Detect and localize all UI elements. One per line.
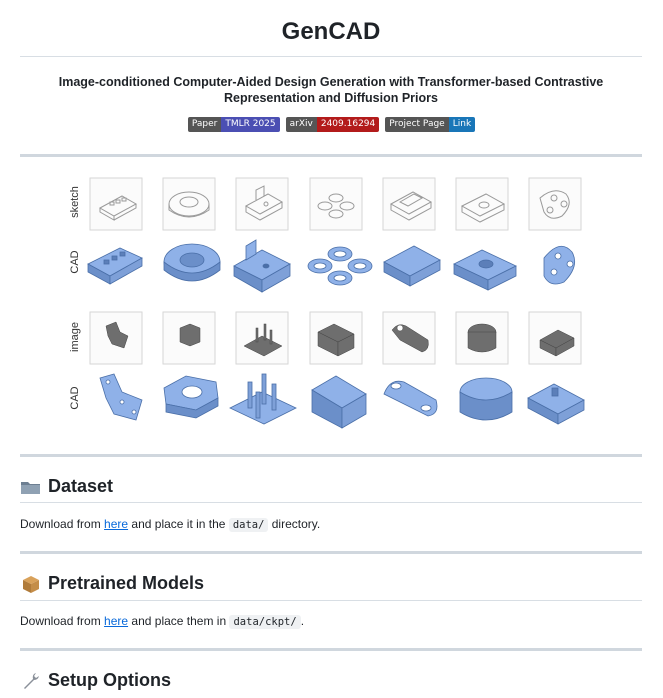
- section-divider: [20, 648, 642, 651]
- section-divider: [20, 551, 642, 554]
- badge-value: TMLR 2025: [221, 117, 279, 132]
- text: and place it in the: [128, 517, 229, 531]
- code-path: data/: [229, 518, 269, 532]
- text: directory.: [268, 517, 321, 531]
- setup-heading: [20, 670, 171, 691]
- badge-label: Paper: [188, 117, 222, 132]
- text: .: [300, 614, 305, 628]
- dataset-heading: [20, 476, 113, 497]
- page-title: GenCAD: [281, 18, 381, 45]
- dataset-paragraph: [20, 517, 320, 531]
- setup-heading-text: Setup Options: [48, 670, 171, 690]
- heading-divider: [20, 502, 642, 503]
- badge-label: Project Page: [385, 117, 448, 132]
- badge-label: arXiv: [286, 117, 317, 132]
- heading-divider: [20, 600, 642, 601]
- pretrained-paragraph: [20, 614, 304, 628]
- folder-icon: [20, 478, 42, 496]
- pretrained-download-link[interactable]: here: [104, 614, 129, 628]
- text: and place them in: [128, 614, 230, 628]
- row-label-image: image: [69, 322, 81, 352]
- badge-value: 2409.16294: [317, 117, 379, 132]
- code-path: data/ckpt/: [229, 615, 300, 629]
- row-label-cad: CAD: [69, 386, 81, 410]
- package-icon: [20, 575, 42, 593]
- sketch-row: [88, 176, 648, 232]
- text: Download from: [20, 517, 105, 531]
- pretrained-heading: [20, 573, 204, 594]
- paper-subtitle: Image-conditioned Computer-Aided Design Generation with Transformer-based Contrastive Representation and Diffusion Priors: [58, 75, 604, 105]
- pretrained-heading-text: Pretrained Models: [48, 573, 205, 593]
- image-row: [88, 310, 648, 366]
- dataset-heading-text: Dataset: [48, 476, 114, 496]
- section-divider: [20, 454, 642, 457]
- text: Download from: [20, 614, 105, 628]
- cad-row-1: [84, 236, 654, 296]
- cad-row-2: [84, 368, 654, 432]
- badge-value: Link: [449, 117, 475, 132]
- row-label-cad: CAD: [69, 250, 81, 274]
- dataset-download-link[interactable]: here: [104, 517, 129, 531]
- row-label-sketch: sketch: [69, 186, 81, 218]
- wrench-icon: [20, 672, 42, 690]
